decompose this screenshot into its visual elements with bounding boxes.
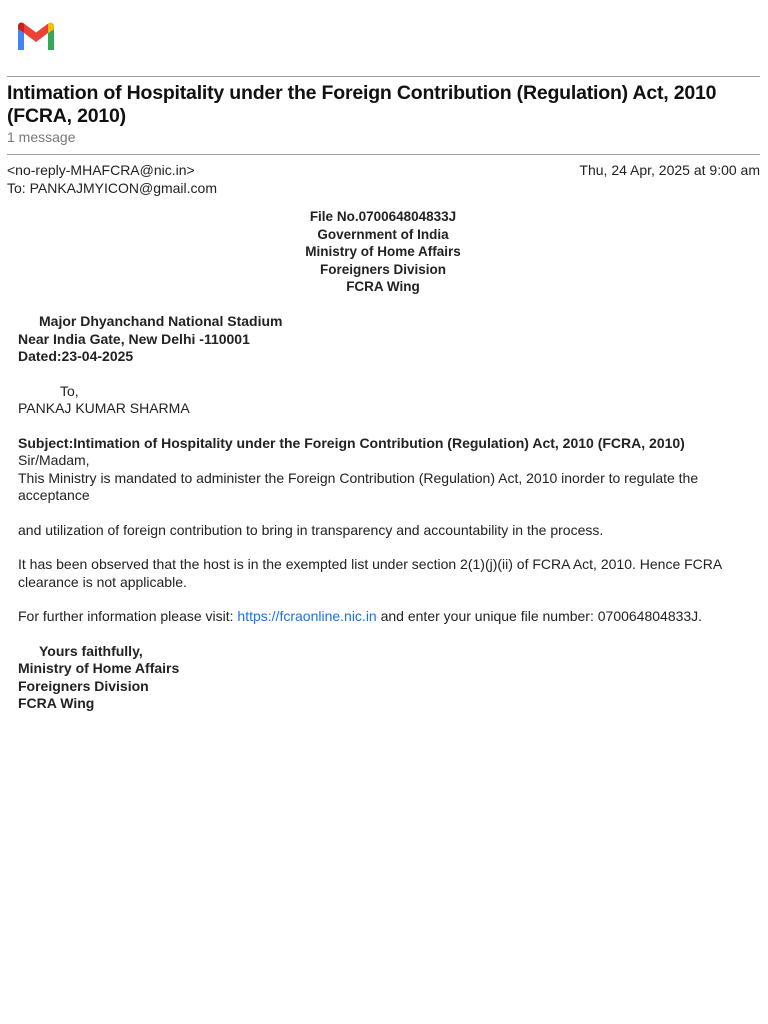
salutation: Sir/Madam, xyxy=(18,452,90,468)
sender-address: <no-reply-MHAFCRA@nic.in> xyxy=(7,162,195,178)
header-divider xyxy=(7,76,760,77)
paragraph-4-suffix: and enter your unique file number: 070064804833J. xyxy=(376,608,703,624)
ministry-name: Ministry of Home Affairs xyxy=(305,244,461,259)
signature-division: Foreigners Division xyxy=(18,677,149,694)
paragraph-1: This Ministry is mandated to administer the Foreign Contribution (Regulation) Act, 2010 inorder to regulate the acceptance xyxy=(18,469,699,503)
government-name: Government of India xyxy=(317,226,449,242)
file-number: File No.070064804833J xyxy=(309,209,457,224)
paragraph-4-prefix: For further information please visit: xyxy=(18,608,238,624)
message-count: 1 message xyxy=(7,129,76,145)
recipient-address: To: PANKAJMYICON@gmail.com xyxy=(7,180,217,196)
email-subject-title: Intimation of Hospitality under the Foreign Contribution (Regulation) Act, 2010 (FCRA, 2010) xyxy=(7,82,717,127)
to-label: To, xyxy=(60,382,79,399)
wing-name: FCRA Wing xyxy=(346,279,420,294)
paragraph-4 xyxy=(18,608,748,626)
division-name: Foreigners Division xyxy=(319,261,447,277)
paragraph-3: It has been observed that the host is in the exempted list under section 2(1)(j)(ii) of FCRA Act, 2010. Hence FCRA clearance is not applicable. xyxy=(18,556,722,590)
address-line-1: Major Dhyanchand National Stadium xyxy=(39,313,283,329)
letter-subject: Subject:Intimation of Hospitality under the Foreign Contribution (Regulation) Act, 2010 (FCRA, 2010) xyxy=(18,434,685,451)
gmail-logo xyxy=(16,20,56,52)
address-line-2: Near India Gate, New Delhi -110001 xyxy=(18,330,250,347)
paragraph-2: and utilization of foreign contribution to bring in transparency and accountability in the process. xyxy=(18,521,604,538)
email-body xyxy=(18,208,748,713)
fcra-website-link[interactable]: https://fcraonline.nic.in xyxy=(237,608,377,624)
letter-date: Dated:23-04-2025 xyxy=(18,348,134,364)
email-date: Thu, 24 Apr, 2025 at 9:00 am xyxy=(579,162,760,178)
signature-wing: FCRA Wing xyxy=(18,695,95,711)
recipient-name: PANKAJ KUMAR SHARMA xyxy=(18,400,190,416)
letter-header xyxy=(18,208,748,296)
closing: Yours faithfully, xyxy=(39,642,143,659)
signature-ministry: Ministry of Home Affairs xyxy=(18,660,180,676)
thread-divider xyxy=(7,154,760,155)
